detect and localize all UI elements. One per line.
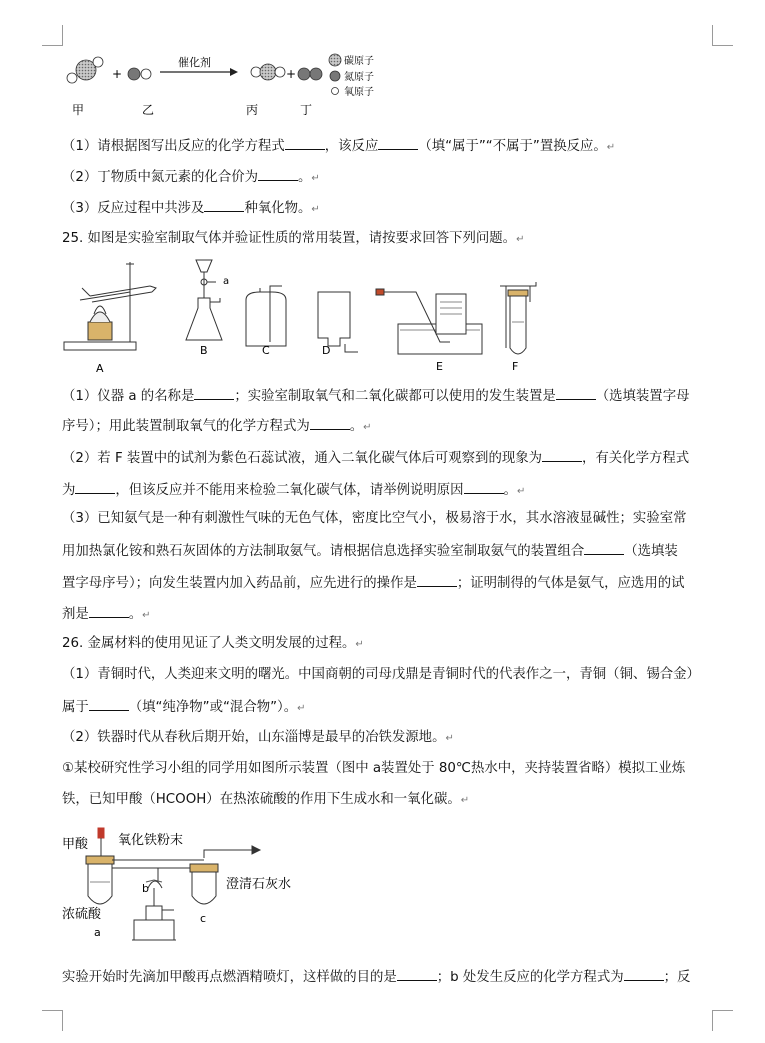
q25-line4: 为 ，但该反应并不能用来检验二氧化碳气体，请举例说明原因 。↵ (62, 480, 722, 501)
label-iron-oxide: 氧化铁粉末 (118, 833, 184, 848)
answer-blank[interactable] (464, 480, 504, 494)
molecule-yi (128, 68, 151, 80)
svg-text:+: + (286, 67, 297, 81)
corner-mark-bottom-right (712, 1010, 733, 1031)
answer-blank[interactable] (89, 604, 129, 618)
q25-line1: （1）仪器 a 的名称是 ；实验室制取氧气和二氧化碳都可以使用的发生装置是 （选填装置字母 (62, 386, 722, 406)
q26-line6: 实验开始时先滴加甲酸再点燃酒精喷灯，这样做的目的是 ；b 处发生反应的化学方程式为 ；反 (62, 967, 722, 987)
answer-blank[interactable] (556, 386, 596, 400)
answer-blank[interactable] (285, 136, 325, 150)
reaction-diagram (60, 48, 400, 122)
svg-text:C: C (262, 344, 270, 357)
lab-apparatus-diagram (60, 252, 600, 377)
q25-stem: 25. 如图是实验室制取气体并验证性质的常用装置，请按要求回答下列问题。↵ (62, 231, 525, 246)
svg-text:氮原子: 氮原子 (344, 72, 374, 83)
answer-blank[interactable] (194, 386, 234, 400)
q25-line3: （2）若 F 装置中的试剂为紫色石蕊试液，通入二氧化碳气体后可观察到的现象为 ，有关化学方程式 (62, 448, 722, 468)
answer-blank[interactable] (204, 198, 244, 212)
atom-legend (329, 54, 374, 98)
svg-text:A: A (96, 362, 104, 375)
answer-blank[interactable] (89, 697, 129, 711)
apparatus-f (500, 282, 536, 354)
mark-b: b (142, 882, 149, 895)
answer-blank[interactable] (397, 967, 437, 981)
answer-blank[interactable] (584, 541, 624, 555)
q24-part3: （3）反应过程中共涉及 种氧化物。↵ (62, 198, 722, 219)
svg-text:D: D (322, 344, 331, 357)
label-sulfuric-acid: 浓硫酸 (62, 907, 102, 922)
q26-stem: 26. 金属材料的使用见证了人类文明发展的过程。↵ (62, 636, 364, 651)
q25-line5: （3）已知氨气是一种有刺激性气味的无色气体，密度比空气小，极易溶于水，其水溶液显碱性；实验室常 (62, 511, 687, 526)
apparatus-e (376, 289, 482, 354)
corner-mark-top-right (712, 25, 733, 46)
svg-text:氧原子: 氧原子 (344, 87, 374, 98)
q25-line8: 剂是 。↵ (62, 604, 722, 625)
svg-text:F: F (512, 360, 519, 373)
label-yi: 乙 (142, 103, 155, 117)
q26-line5: 铁，已知甲酸（HCOOH）在热浓硫酸的作用下生成水和一氧化碳。↵ (62, 792, 470, 807)
apparatus-d (318, 292, 358, 352)
corner-mark-top-left (42, 25, 63, 46)
answer-blank[interactable] (310, 416, 350, 430)
corner-mark-bottom-left (42, 1010, 63, 1031)
q24-part2: （2）丁物质中氮元素的化合价为 。↵ (62, 167, 722, 188)
q26-line4: ①某校研究性学习小组的同学用如图所示装置（图中 a装置处于 80℃热水中，夹持装置省略）模拟工业炼 (62, 761, 686, 776)
mark-c: c (200, 912, 207, 925)
apparatus-c (246, 286, 286, 346)
answer-blank[interactable] (624, 967, 664, 981)
answer-blank[interactable] (542, 448, 582, 462)
q26-line2: 属于 （填“纯净物”或“混合物”）。↵ (62, 697, 722, 718)
molecule-ding (298, 68, 322, 80)
mark-a: a (223, 276, 230, 287)
svg-text:E: E (436, 360, 443, 373)
q25-line2: 序号）；用此装置制取氧气的化学方程式为 。↵ (62, 416, 722, 437)
label-formic-acid: 甲酸 (62, 837, 89, 852)
q25-line7: 置字母序号）；向发生装置内加入药品前，应先进行的操作是 ；证明制得的气体是氨气，应选用的试 (62, 573, 722, 593)
answer-blank[interactable] (258, 167, 298, 181)
apparatus-b (186, 260, 222, 340)
label-ding: 丁 (300, 103, 313, 117)
label-bing: 丙 (246, 103, 259, 117)
q25-line6: 用加热氯化铵和熟石灰固体的方法制取氨气。请根据信息选择实验室制取氨气的装置组合 （选填装 (62, 541, 722, 561)
q26-line3: （2）铁器时代从春秋后期开始，山东淄博是最早的冶铁发源地。↵ (62, 730, 454, 745)
answer-blank[interactable] (378, 136, 418, 150)
svg-text:B: B (200, 344, 208, 357)
mark-a: a (94, 926, 101, 939)
answer-blank[interactable] (75, 480, 115, 494)
answer-blank[interactable] (417, 573, 457, 587)
label-jia: 甲 (72, 103, 85, 117)
iron-smelting-diagram (62, 822, 312, 954)
label-limewater: 澄清石灰水 (226, 877, 292, 892)
svg-text:碳原子: 碳原子 (344, 56, 374, 67)
plus-sign: + (112, 67, 123, 81)
q24-part1: （1）请根据图写出反应的化学方程式 ，该反应 （填“属于”“不属于”置换反应。↵ (62, 136, 722, 157)
apparatus-a (64, 262, 156, 350)
molecule-bing (251, 64, 285, 80)
molecule-jia (67, 57, 103, 83)
q26-line1: （1）青铜时代，人类迎来文明的曙光。中国商朝的司母戊鼎是青铜时代的代表作之一，青铜（铜、锡合金） (62, 667, 700, 682)
catalyst-label: 催化剂 (178, 56, 211, 69)
